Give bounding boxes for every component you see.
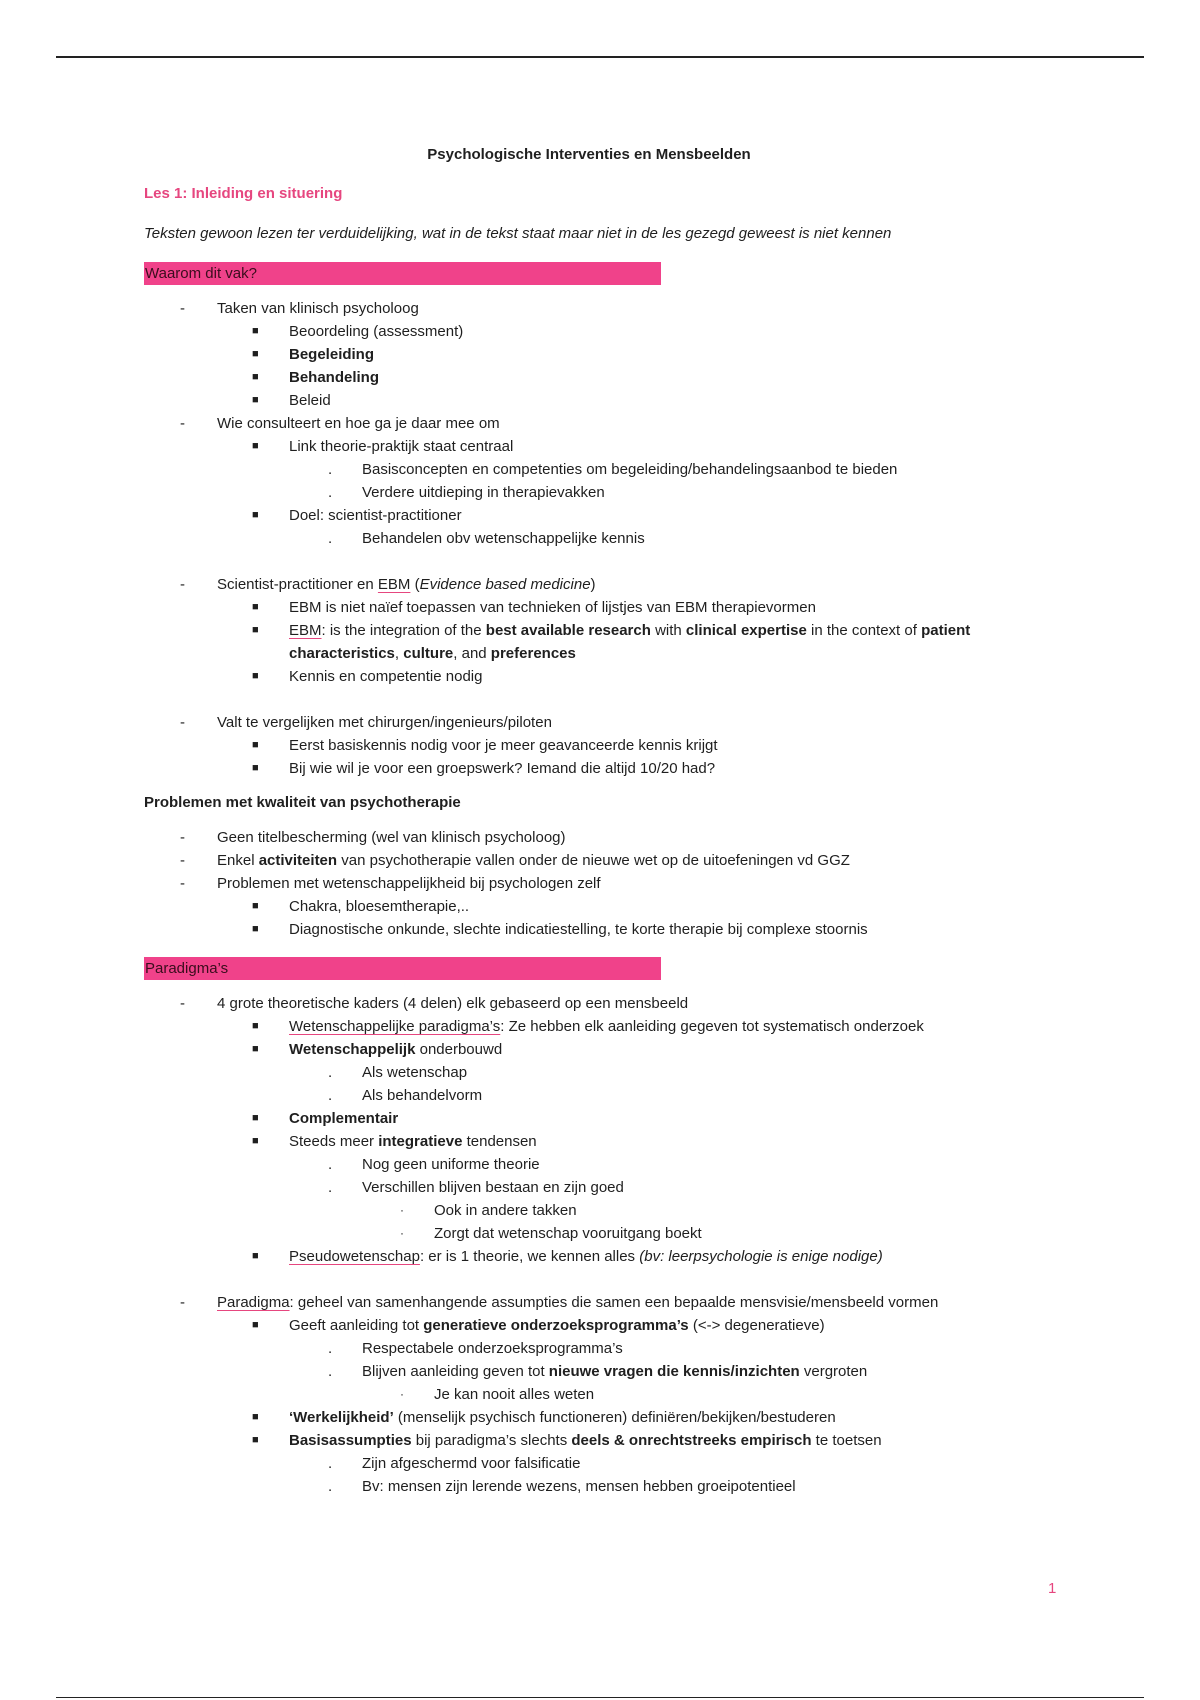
section-heading-waarom: Waarom dit vak? — [144, 262, 661, 285]
list-item: · Zorgt dat wetenschap vooruitgang boekt — [400, 1225, 702, 1242]
list-item: ■ EBM is niet naïef toepassen van technieken of lijstjes van EBM therapievormen — [252, 599, 816, 616]
document-body — [144, 143, 1054, 1498]
list-item: ■ Begeleiding — [252, 346, 375, 363]
list-item: - 4 grote theoretische kaders (4 delen) elk gebaseerd op een mensbeeld — [180, 995, 689, 1012]
list-item: - Taken van klinisch psycholoog — [180, 300, 419, 317]
list-item: . Respectabele onderzoeksprogramma’s — [328, 1340, 623, 1357]
list-item: . Nog geen uniforme theorie — [328, 1156, 540, 1173]
list-item: - Paradigma: geheel van samenhangende assumpties die samen een bepaalde mensvisie/mensbeeld vormen — [180, 1294, 939, 1311]
list-item: ■ Eerst basiskennis nodig voor je meer geavanceerde kennis krijgt — [252, 737, 718, 754]
list-item: ■ Chakra, bloesemtherapie,.. — [252, 898, 470, 915]
list-item: ■ ‘Werkelijkheid’ (menselijk psychisch functioneren) definiëren/bekijken/bestuderen — [252, 1409, 836, 1426]
list-item: . Basisconcepten en competenties om begeleiding/behandelingsaanbod te bieden — [328, 461, 898, 478]
list-item: ■ Pseudowetenschap: er is 1 theorie, we kennen alles (bv: leerpsychologie is enige nodige) — [252, 1248, 883, 1265]
intro-note: Teksten gewoon lezen ter verduidelijking, wat in de tekst staat maar niet in de les gezegd geweest is niet kennen — [144, 225, 892, 242]
problems-heading: Problemen met kwaliteit van psychotherapie — [144, 794, 461, 811]
list-item: - Wie consulteert en hoe ga je daar mee om — [180, 415, 500, 432]
list-item: · Je kan nooit alles weten — [400, 1386, 595, 1403]
header-rule — [56, 56, 1144, 58]
page-number: 1 — [1048, 1580, 1057, 1597]
list-item: - Geen titelbescherming (wel van klinisch psycholoog) — [180, 829, 566, 846]
list-item: . Als wetenschap — [328, 1064, 468, 1081]
list-item: ■ Beoordeling (assessment) — [252, 323, 464, 340]
list-item: . Behandelen obv wetenschappelijke kennis — [328, 530, 645, 547]
list-item: ■ Bij wie wil je voor een groepswerk? Iemand die altijd 10/20 had? — [252, 760, 716, 777]
scientist-list — [144, 573, 1054, 688]
list-item: ■ Steeds meer integratieve tendensen — [252, 1133, 537, 1150]
list-item: . Verdere uitdieping in therapievakken — [328, 484, 605, 501]
list-item: · Ook in andere takken — [400, 1202, 577, 1219]
list-item: . Bv: mensen zijn lerende wezens, mensen hebben groeipotentieel — [328, 1478, 796, 1495]
list-item: ■ EBM: is the integration of the best available research with clinical expertise in the context of patient characteristics, culture, and preferences — [252, 622, 971, 662]
list-item: . Blijven aanleiding geven tot nieuwe vragen die kennis/inzichten vergroten — [328, 1363, 868, 1380]
list-item: ■ Kennis en competentie nodig — [252, 668, 483, 685]
kaders-list — [144, 992, 1054, 1268]
lesson-heading: Les 1: Inleiding en situering — [144, 185, 343, 202]
section1-list — [144, 297, 1054, 550]
list-item: ■ Behandeling — [252, 369, 380, 386]
list-item: ■ Doel: scientist-practitioner — [252, 507, 462, 524]
compare-list — [144, 711, 1054, 780]
section-heading-paradigmas: Paradigma’s — [144, 957, 661, 980]
list-item: ■ Geeft aanleiding tot generatieve onderzoeksprogramma’s (<-> degeneratieve) — [252, 1317, 825, 1334]
problems-list — [144, 826, 1054, 941]
list-item: - Scientist-practitioner en EBM (Evidence based medicine) — [180, 576, 596, 593]
list-item: - Enkel activiteiten van psychotherapie vallen onder de nieuwe wet op de uitoefeningen vd GGZ — [180, 852, 850, 869]
list-item: . Als behandelvorm — [328, 1087, 483, 1104]
footer-rule — [56, 1697, 1144, 1698]
list-item: - Valt te vergelijken met chirurgen/ingenieurs/piloten — [180, 714, 552, 731]
list-item: ■ Link theorie-praktijk staat centraal — [252, 438, 514, 455]
list-item: - Problemen met wetenschappelijkheid bij psychologen zelf — [180, 875, 601, 892]
list-item: ■ Diagnostische onkunde, slechte indicatiestelling, te korte therapie bij complexe stoornis — [252, 921, 868, 938]
document-title: Psychologische Interventies en Mensbeelden — [427, 146, 751, 163]
list-item: ■ Complementair — [252, 1110, 399, 1127]
list-item: . Verschillen blijven bestaan en zijn goed — [328, 1179, 624, 1196]
list-item: ■ Beleid — [252, 392, 331, 409]
list-item: ■ Wetenschappelijk onderbouwd — [252, 1041, 503, 1058]
list-item: . Zijn afgeschermd voor falsificatie — [328, 1455, 581, 1472]
list-item: ■ Basisassumpties bij paradigma’s slechts deels & onrechtstreeks empirisch te toetsen — [252, 1432, 882, 1449]
paradigma-list — [144, 1291, 1054, 1498]
list-item: ■ Wetenschappelijke paradigma’s: Ze hebben elk aanleiding gegeven tot systematisch onderzoek — [252, 1018, 924, 1035]
